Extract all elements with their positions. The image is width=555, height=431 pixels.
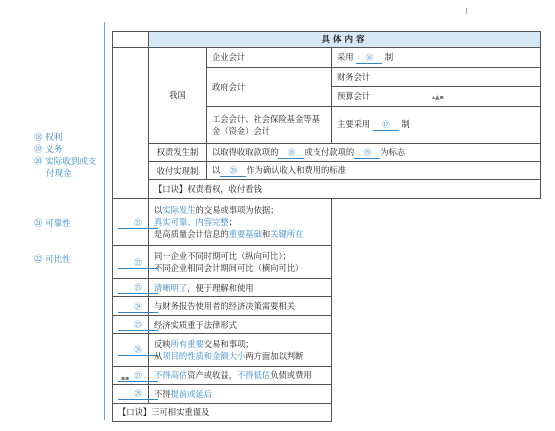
quality-blank-cell <box>113 278 149 296</box>
cash-label: 收付实现制 <box>149 161 207 179</box>
body-text: 资产或收益， <box>187 370 237 381</box>
content-table <box>112 31 541 422</box>
fill-blank: ⑱ <box>278 148 304 159</box>
body-text: 交易和事项； <box>203 338 254 349</box>
enterprise-content: 采用 ⑯ 制 <box>332 48 541 67</box>
body-text: 不同企业相同会计期间可比（横向可比） <box>154 263 304 274</box>
quality-content <box>149 297 332 315</box>
scan-mark: ▪▪ <box>121 375 130 382</box>
highlight-text: 实际发生 <box>162 205 196 216</box>
body-text: 与财务报告使用者的经济决策需要相关 <box>154 301 296 312</box>
quality-content <box>149 246 332 279</box>
category-cell <box>113 48 149 199</box>
quality-line <box>154 216 326 228</box>
accrual-label: 权责发生制 <box>149 143 207 161</box>
union-content: 主要采用 ⑰ 制 <box>332 106 541 143</box>
quality-blank-cell <box>113 315 149 333</box>
highlight-text: 不得低估 <box>237 370 271 381</box>
fill-blank: ㉒ <box>118 258 158 269</box>
highlight-text: 不得高估 <box>154 370 188 381</box>
quality-line <box>154 282 326 294</box>
body-text: 负债或费用 <box>270 370 312 381</box>
fill-blank: ⑲ <box>354 148 380 159</box>
body-text: 经济实质重于法律形式 <box>154 319 237 330</box>
quality-line <box>154 228 326 240</box>
body-text: 反映 <box>154 338 171 349</box>
body-text: 同一企业不同时期可比（纵向可比）； <box>154 251 291 262</box>
fill-blank: ⑳ <box>220 166 246 177</box>
margin-answer: ⑳ 实际收到或支 <box>34 157 97 167</box>
table-header: 具体内容 <box>149 32 541 48</box>
body-text: 以 <box>154 205 163 216</box>
budget-accounting: 预算会计 <box>332 87 541 106</box>
quality-blank-cell <box>113 366 149 384</box>
quality-line <box>154 262 326 274</box>
fill-blank: ㉘ <box>118 389 158 400</box>
highlight-text: 清晰明了 <box>154 282 188 293</box>
highlight-text: 关键所在 <box>270 229 304 240</box>
body-text: 不得 <box>154 388 171 399</box>
body-text: 和 <box>261 229 271 240</box>
margin-answer: ⑱ 权利 <box>34 133 63 143</box>
fill-blank: ㉓ <box>118 283 158 294</box>
finance-accounting: 财务会计 <box>332 67 541 86</box>
margin-rule <box>104 22 105 420</box>
margin-answer: ㉒ 可比性 <box>34 255 71 265</box>
accrual-content: 以取得收取款项的 ⑱ 或支付款项的 ⑲ 为标志 <box>207 143 541 161</box>
quality-blank-cell <box>113 246 149 279</box>
quality-line <box>154 250 326 262</box>
quality-blank-cell <box>113 385 149 403</box>
quality-content <box>149 198 332 246</box>
quality-line <box>154 350 326 362</box>
highlight-text: 项目的性质和金额大小 <box>162 350 246 361</box>
highlight-text: 重要基础 <box>228 229 262 240</box>
body-text: 两方面加以判断 <box>245 350 304 361</box>
body-text: ； <box>228 217 237 228</box>
fill-blank: ⑯ <box>356 53 382 64</box>
country-label: 我国 <box>149 48 207 143</box>
margin-answer: ⑲ 义务 <box>34 145 63 155</box>
highlight-text: 所有重要 <box>170 338 204 349</box>
quality-line <box>154 300 326 312</box>
body-text: ，便于理解和使用 <box>187 282 254 293</box>
quality-line <box>154 319 326 331</box>
body-text: 的交易或事项为依据； <box>195 205 279 216</box>
corner-cell <box>113 32 149 48</box>
fill-blank: ㉗ <box>118 371 158 382</box>
highlight-text: 提前或延后 <box>170 388 213 399</box>
quality-content <box>149 315 332 333</box>
quality-content <box>149 334 332 367</box>
quality-blank-cell <box>113 297 149 315</box>
cash-content: 以 ⑳ 作为确认收入和费用的标准 <box>207 161 541 179</box>
fill-blank: ㉕ <box>118 320 158 331</box>
body-text: 从 <box>154 350 163 361</box>
enterprise-label: 企业会计 <box>207 48 332 67</box>
scan-mark: ▴▲▪ <box>432 94 444 101</box>
quality-content <box>149 385 332 403</box>
union-label: 工会会计、社会保险基金等基金（资金）会计 <box>207 106 332 143</box>
quality-line <box>154 338 326 350</box>
quality-blank-cell <box>113 334 149 367</box>
fill-blank: ㉑ <box>118 218 158 229</box>
quality-line <box>154 388 326 400</box>
top-edge-mark <box>466 8 467 14</box>
fill-blank: ㉔ <box>118 302 158 313</box>
quality-line <box>154 369 326 381</box>
mnemonic-1: 【口诀】权责看权，收付看钱 <box>149 180 541 199</box>
quality-line <box>154 204 326 216</box>
government-label: 政府会计 <box>207 67 332 106</box>
highlight-text: 真实可靠、内容完整 <box>154 217 229 228</box>
fill-blank: ⑰ <box>373 120 399 131</box>
fill-blank: ㉖ <box>118 345 158 356</box>
body-text: 是高质量会计信息的 <box>154 229 229 240</box>
margin-answer: 付现金 <box>46 169 72 179</box>
quality-content <box>149 278 332 296</box>
margin-answer: ㉑ 可靠性 <box>34 219 71 229</box>
quality-blank-cell <box>113 198 149 246</box>
quality-content <box>149 366 332 384</box>
mnemonic-2: 【口诀】三可相实重谨及 <box>113 403 332 421</box>
